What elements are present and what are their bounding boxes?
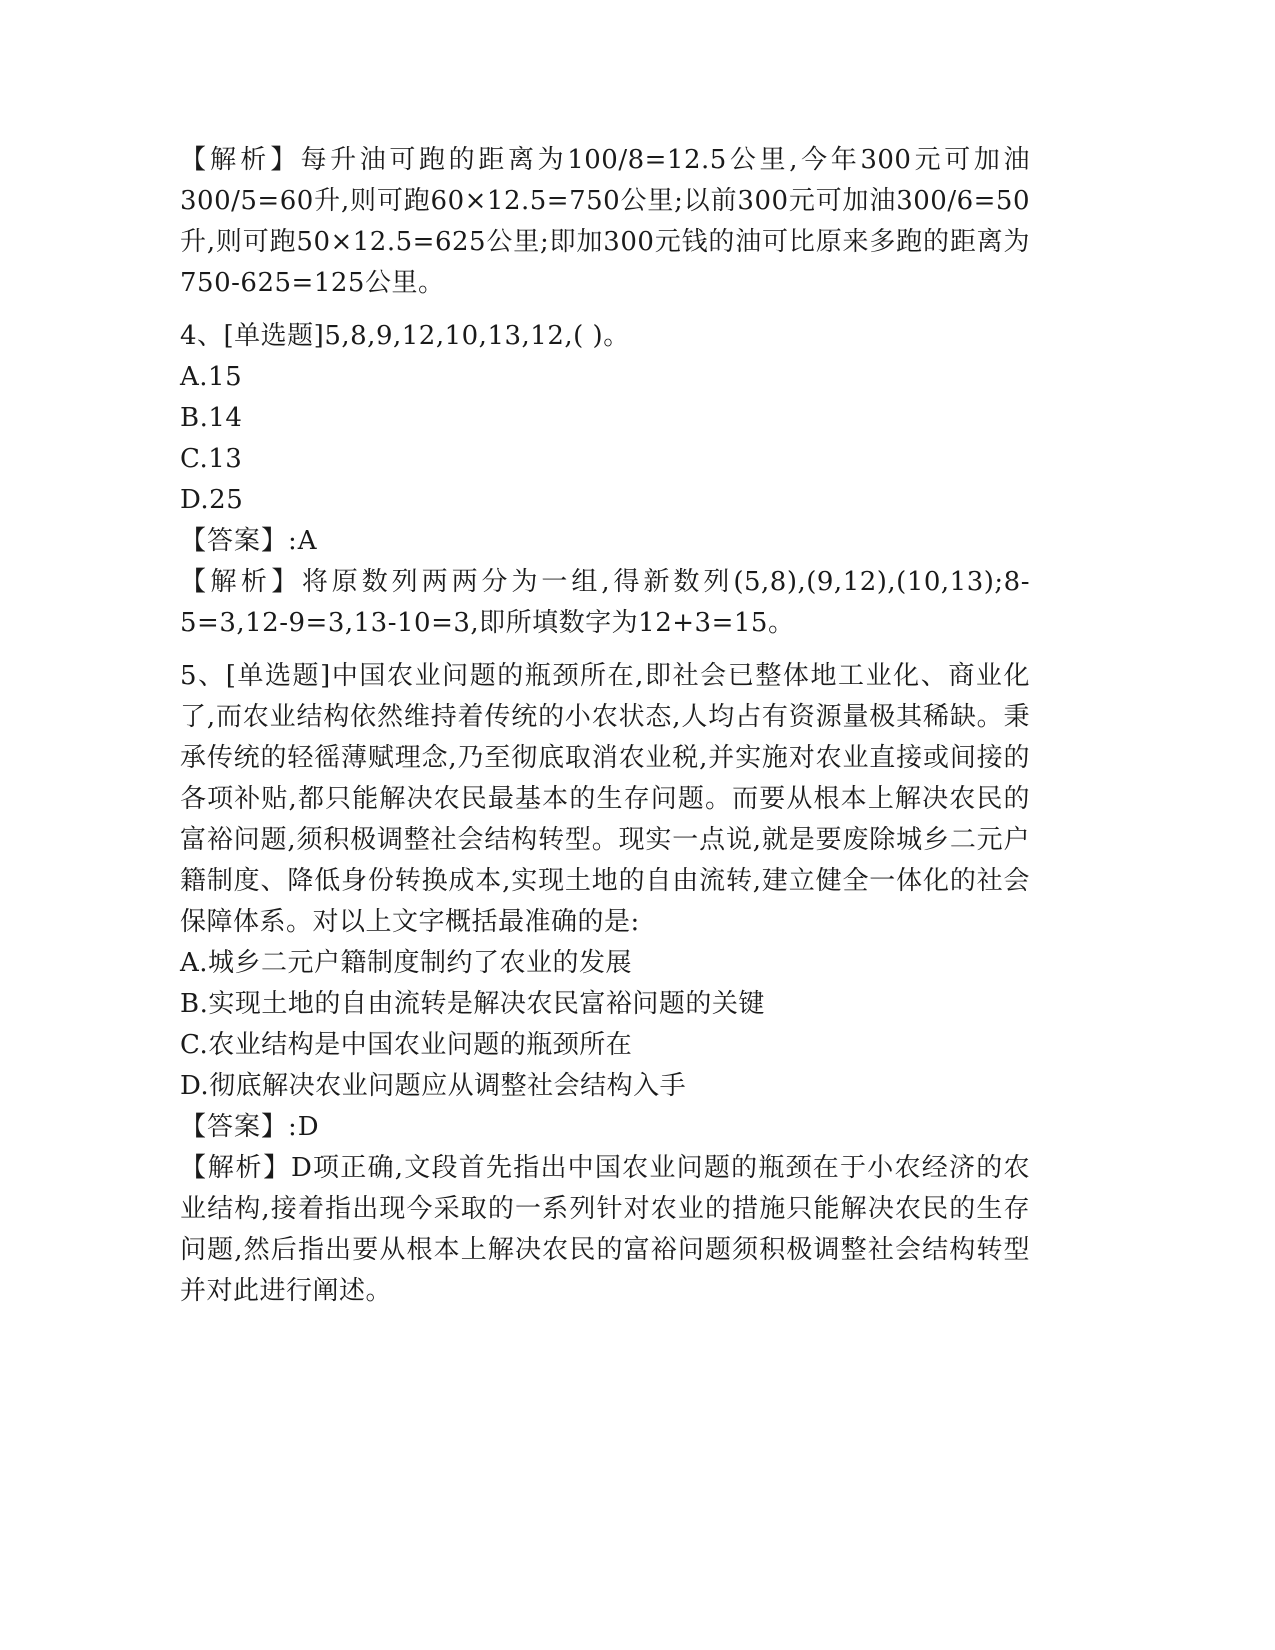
option-b: B.14 <box>180 403 243 433</box>
option-c: C.13 <box>180 444 243 474</box>
option-c: C.农业结构是中国农业问题的瓶颈所在 <box>180 1030 633 1060</box>
option-d: D.彻底解决农业问题应从调整社会结构入手 <box>180 1071 687 1101</box>
q3-analysis <box>180 140 1030 304</box>
answer-label: 【答案】: <box>180 1112 298 1142</box>
option-d: D.25 <box>180 485 244 515</box>
question-4 <box>180 316 1030 644</box>
question-5 <box>180 656 1030 1312</box>
answer-line <box>180 521 1030 562</box>
block-spacer <box>180 304 1030 316</box>
analysis-text: 每升油可跑的距离为100/8=12.5公里,今年300元可加油300/5=60升,则可跑60×12.5=750公里;以前300元可加油300/6=50升,则可跑50×12.5=625公里;即加300元钱的油可比原来多跑的距离为750-625=125公里。 <box>180 145 1030 298</box>
question-stem: 5、[单选题]中国农业问题的瓶颈所在,即社会已整体地工业化、商业化了,而农业结构依然维持着传统的小农状态,人均占有资源量极其稀缺。秉承传统的轻徭薄赋理念,乃至彻底取消农业税,并实施对农业直接或间接的各项补贴,都只能解决农民最基本的生存问题。而要从根本上解决农民的富裕问题,须积极调整社会结构转型。现实一点说,就是要废除城乡二元户籍制度、降低身份转换成本,实现土地的自由流转,建立健全一体化的社会保障体系。对以上文字概括最准确的是: <box>180 661 1030 937</box>
option-a: A.15 <box>180 362 243 392</box>
analysis-label: 【解析】 <box>180 145 301 175</box>
analysis-text: 将原数列两两分为一组,得新数列(5,8),(9,12),(10,13);8-5=3,12-9=3,13-10=3,即所填数字为12+3=15。 <box>180 567 1030 638</box>
document-page <box>180 140 1030 1312</box>
analysis-label: 【解析】 <box>180 567 302 597</box>
answer-value: D <box>297 1112 320 1142</box>
option-b: B.实现土地的自由流转是解决农民富裕问题的关键 <box>180 989 765 1019</box>
block-spacer <box>180 644 1030 656</box>
analysis <box>180 1148 1030 1312</box>
answer-line <box>180 1107 1030 1148</box>
option-a: A.城乡二元户籍制度制约了农业的发展 <box>180 948 633 978</box>
analysis-text: D项正确,文段首先指出中国农业问题的瓶颈在于小农经济的农业结构,接着指出现今采取的一系列针对农业的措施只能解决农民的生存问题,然后指出要从根本上解决农民的富裕问题须积极调整社会结构转型并对此进行阐述。 <box>180 1153 1030 1306</box>
question-stem: 4、[单选题]5,8,9,12,10,13,12,( )。 <box>180 321 630 351</box>
analysis <box>180 562 1030 644</box>
analysis-label: 【解析】 <box>180 1153 291 1183</box>
answer-value: A <box>297 526 318 556</box>
answer-label: 【答案】: <box>180 526 298 556</box>
